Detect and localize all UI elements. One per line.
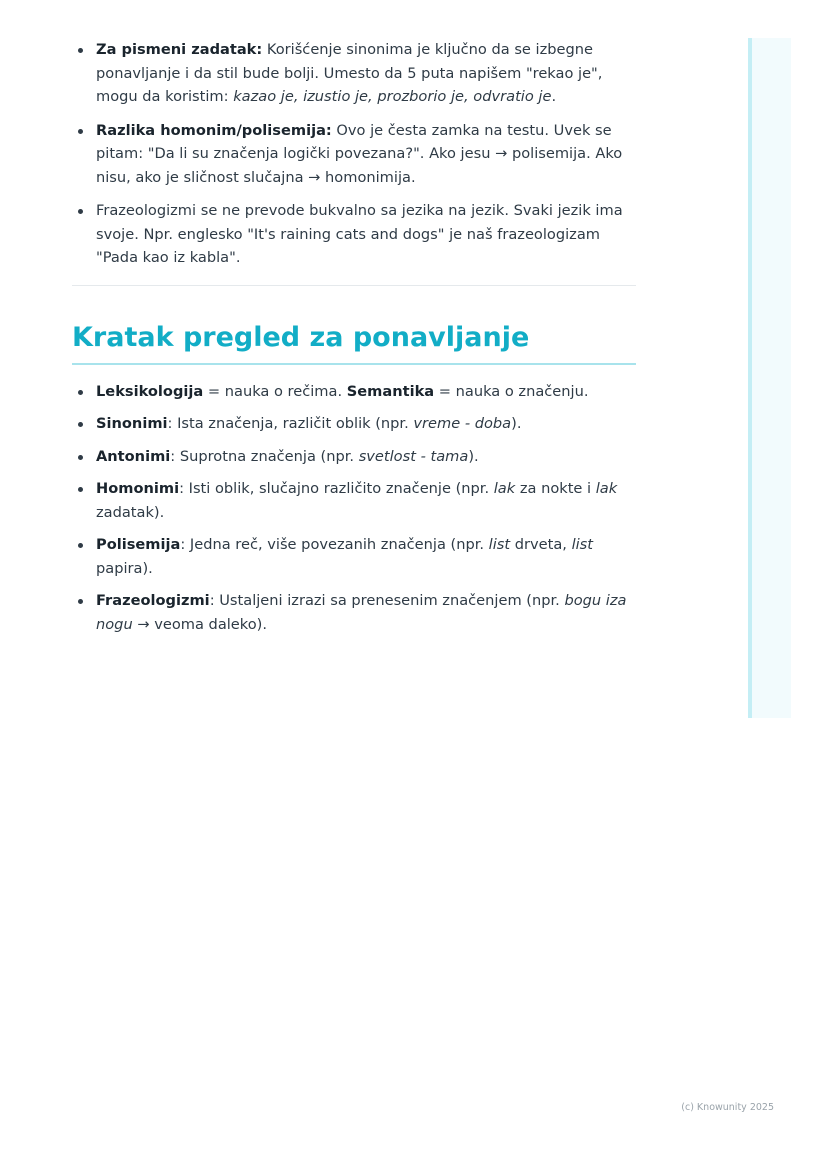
list-item — [72, 412, 636, 436]
list-item — [72, 533, 636, 580]
section-title: Kratak pregled za ponavljanje — [72, 320, 636, 365]
summary-list — [72, 380, 636, 637]
page-content — [72, 38, 636, 645]
term: Sinonimi — [96, 415, 168, 432]
definition-end: → veoma daleko). — [132, 615, 267, 633]
definition-end: ). — [511, 415, 522, 432]
definition-mid: za nokte i — [515, 480, 596, 497]
list-item — [72, 589, 636, 636]
list-item — [72, 477, 636, 524]
example: bogu iza nogu — [96, 592, 627, 633]
definition-end: ). — [468, 447, 479, 465]
example: list — [488, 536, 511, 553]
definition: : Suprotna značenja (npr. — [170, 447, 359, 465]
definition-mid: drveta, — [510, 536, 572, 553]
term: Homonimi — [96, 480, 180, 497]
term: Frazeologizmi — [96, 592, 210, 609]
term: Polisemija — [96, 536, 181, 553]
list-item — [72, 445, 636, 469]
definition-end: zadatak). — [96, 503, 165, 521]
sidebar-panel — [748, 38, 791, 718]
note-tail: . — [551, 88, 557, 105]
definition: : Isti oblik, slučajno različito značenje (npr. — [179, 480, 494, 497]
section-divider — [72, 285, 636, 286]
example: vreme - doba — [413, 415, 512, 432]
term: Leksikologija — [96, 382, 204, 400]
example: lak — [493, 480, 516, 497]
notes-list — [72, 38, 636, 270]
definition-end: papira). — [96, 559, 153, 577]
note-label: Za pismeni zadatak: — [96, 41, 263, 58]
definition: = nauka o značenju. — [434, 382, 589, 400]
note-text: Ovo je česta zamka na testu. Uvek se pitam: "Da li su značenja logički povezana?". Ako jesu → polisemija. Ako nisu, ako je sličnost slučajna → homonimija. — [96, 121, 623, 186]
example: svetlost - tama — [358, 447, 469, 465]
list-item — [72, 38, 636, 109]
list-item — [72, 199, 636, 270]
term: Semantika — [346, 382, 435, 400]
term: Antonimi — [96, 447, 171, 465]
list-item — [72, 380, 636, 404]
note-label: Razlika homonim/polisemija: — [96, 121, 332, 139]
example: list — [571, 536, 594, 553]
definition: : Ustaljeni izrazi sa prenesenim značenjem (npr. — [209, 592, 565, 609]
example: lak — [595, 480, 618, 497]
list-item — [72, 119, 636, 190]
definition: = nauka o rečima. — [203, 382, 347, 400]
definition: : Jedna reč, više povezanih značenja (npr. — [180, 536, 489, 553]
copyright-footer: (c) Knowunity 2025 — [681, 1102, 774, 1113]
definition: : Ista značenja, različit oblik (npr. — [167, 415, 414, 432]
note-text: Korišćenje sinonima je ključno da se izbegne ponavljanje i da stil bude bolji. Umesto da 5 puta napišem "rekao je", mogu da koristim: — [96, 41, 603, 105]
note-examples: kazao je, izustio je, prozborio je, odvratio je — [233, 88, 552, 105]
note-text: Frazeologizmi se ne prevode bukvalno sa jezika na jezik. Svaki jezik ima svoje. Npr. englesko "It's raining cats and dogs" je naš frazeologizam "Pada kao iz kabla". — [96, 202, 623, 266]
